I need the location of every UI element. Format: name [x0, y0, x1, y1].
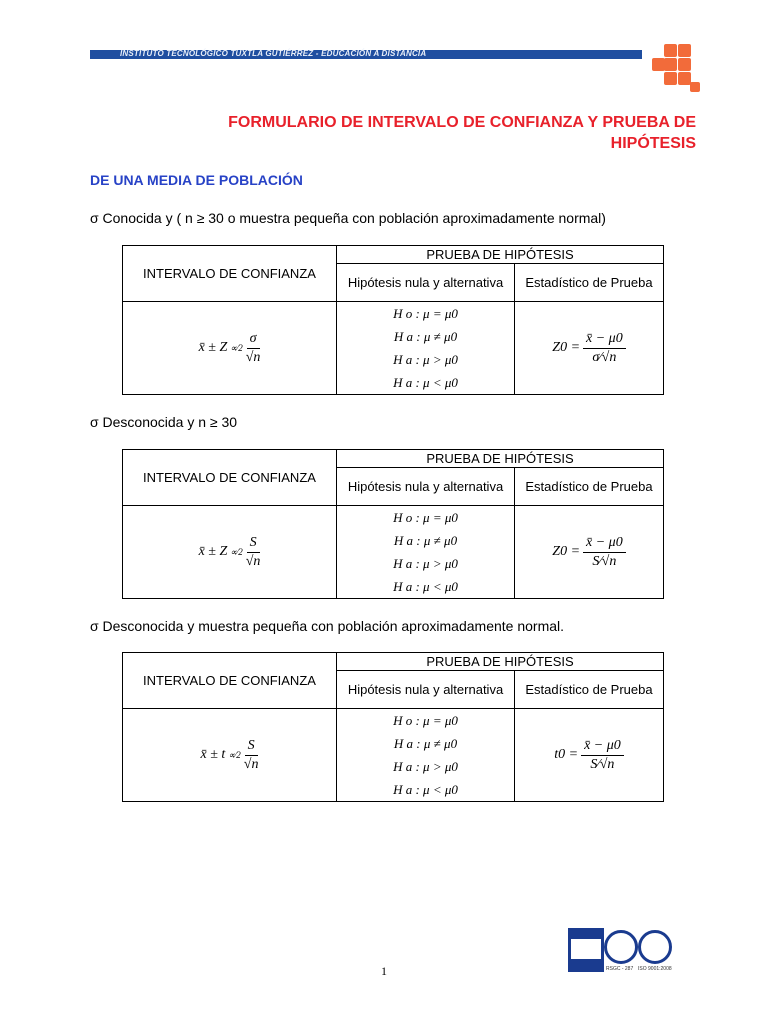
hypothesis-header: Hipótesis nula y alternativa: [337, 468, 515, 506]
alt-hypothesis-gt: H a : μ > μ0: [393, 556, 458, 571]
sgc-certification-logo: [568, 928, 604, 972]
statistic-header: Estadístico de Prueba: [515, 468, 664, 506]
test-header: PRUEBA DE HIPÓTESIS: [337, 450, 664, 468]
page-title: FORMULARIO DE INTERVALO DE CONFIANZA Y PRUEBA DE HIPÓTESIS: [228, 114, 696, 152]
alt-hypothesis-ne: H a : μ ≠ μ0: [393, 736, 458, 751]
null-hypothesis: H o : μ = μ0: [393, 713, 458, 728]
hypothesis-header: Hipótesis nula y alternativa: [337, 671, 515, 709]
alt-hypothesis-lt: H a : μ < μ0: [393, 579, 458, 594]
condition-3: σ Desconocida y muestra pequeña con población aproximadamente normal.: [90, 618, 565, 634]
alt-hypothesis-gt: H a : μ > μ0: [393, 352, 458, 367]
alt-hypothesis-gt: H a : μ > μ0: [393, 759, 458, 774]
institution-logo: [652, 44, 702, 94]
certification-seal-logo: [604, 930, 638, 964]
hypotheses-list: [337, 506, 515, 599]
hypotheses-list: [337, 302, 515, 395]
institution-name: INSTITUTO TECNOLÓGICO TUXTLA GUTIÉRREZ - EDUCACIÓN A DISTANCIA: [120, 49, 427, 58]
test-statistic: Z0 = $\frac{x̄ - \mu 0}{\sigma⁄√n}$: [515, 302, 664, 395]
formula-table-3: [122, 652, 664, 802]
iqnet-logo: [638, 930, 672, 964]
ci-header: INTERVALO DE CONFIANZA: [123, 246, 337, 302]
ci-formula: x̄ ± Z ∝⁄2 $\frac{S}{√n}$: [123, 506, 337, 599]
alt-hypothesis-lt: H a : μ < μ0: [393, 782, 458, 797]
null-hypothesis: H o : μ = μ0: [393, 510, 458, 525]
condition-2: σ Desconocida y n ≥ 30: [90, 414, 238, 430]
test-statistic: Z0 = $\frac{x̄ - \mu 0}{S⁄√n}$: [515, 506, 664, 599]
section-title: DE UNA MEDIA DE POBLACIÓN: [90, 172, 303, 188]
hypotheses-list: [337, 709, 515, 802]
alt-hypothesis-lt: H a : μ < μ0: [393, 375, 458, 390]
test-header: PRUEBA DE HIPÓTESIS: [337, 653, 664, 671]
test-header: PRUEBA DE HIPÓTESIS: [337, 246, 664, 264]
condition-1: σ Conocida y ( n ≥ 30 o muestra pequeña con población aproximadamente normal): [90, 210, 606, 226]
alt-hypothesis-ne: H a : μ ≠ μ0: [393, 533, 458, 548]
cert-caption-1: RSGC - 287: [606, 966, 634, 972]
ci-formula: x̄ ± Z ∝⁄2 $\frac{\sigma}{√n}$: [123, 302, 337, 395]
statistic-header: Estadístico de Prueba: [515, 264, 664, 302]
statistic-header: Estadístico de Prueba: [515, 671, 664, 709]
formula-table-2: [122, 449, 664, 599]
cert-caption-2: ISO 9001:2008: [638, 966, 672, 972]
alt-hypothesis-ne: H a : μ ≠ μ0: [393, 329, 458, 344]
null-hypothesis: H o : μ = μ0: [393, 306, 458, 321]
test-statistic: t0 = $\frac{x̄ - \mu 0}{S⁄√n}$: [515, 709, 664, 802]
ci-header: INTERVALO DE CONFIANZA: [123, 450, 337, 506]
ci-header: INTERVALO DE CONFIANZA: [123, 653, 337, 709]
ci-formula: x̄ ± t ∝⁄2 $\frac{S}{√n}$: [123, 709, 337, 802]
page-number: 1: [381, 964, 387, 978]
formula-table-1: [122, 245, 664, 395]
hypothesis-header: Hipótesis nula y alternativa: [337, 264, 515, 302]
